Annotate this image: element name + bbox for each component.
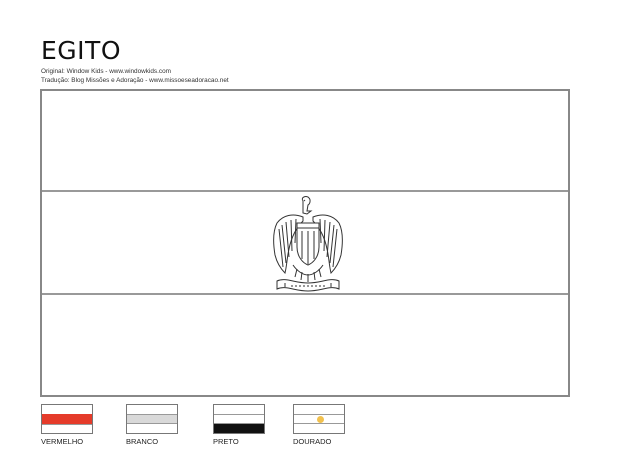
swatch-black-fill bbox=[214, 424, 264, 433]
swatch-red-fill bbox=[42, 414, 92, 424]
credit-translation: Tradução: Blog Missões e Adoração - www.missoeseadoracao.net bbox=[41, 77, 229, 84]
swatch-gold bbox=[293, 404, 345, 434]
swatch-white-stripe-bottom bbox=[127, 424, 177, 433]
swatch-black-stripe-middle bbox=[214, 414, 264, 423]
swatch-gold-stripe-middle bbox=[294, 414, 344, 423]
swatch-label-gold: DOURADO bbox=[293, 437, 332, 446]
swatch-label-red: VERMELHO bbox=[41, 437, 84, 446]
eagle-of-saladin-icon bbox=[267, 195, 349, 295]
swatch-white bbox=[126, 404, 178, 434]
swatch-red-stripe-white bbox=[42, 405, 92, 414]
swatch-red-stripe-bottom bbox=[42, 424, 92, 433]
swatch-black-stripe-top bbox=[214, 405, 264, 414]
swatch-gold-stripe-bottom bbox=[294, 424, 344, 433]
swatch-label-black: PRETO bbox=[213, 437, 239, 446]
flag-band-top bbox=[42, 91, 568, 192]
swatch-red bbox=[41, 404, 93, 434]
swatch-label-white: BRANCO bbox=[126, 437, 159, 446]
flag-outline bbox=[40, 89, 570, 397]
credit-original: Original: Window Kids - www.windowkids.com bbox=[41, 68, 171, 75]
swatch-gold-stripe-top bbox=[294, 405, 344, 414]
gold-dot-icon bbox=[317, 416, 324, 423]
page-title: EGITO bbox=[41, 36, 121, 65]
flag-band-bottom bbox=[42, 295, 568, 395]
swatch-white-stripe-top bbox=[127, 405, 177, 414]
swatch-white-fill bbox=[127, 414, 177, 423]
swatch-black bbox=[213, 404, 265, 434]
